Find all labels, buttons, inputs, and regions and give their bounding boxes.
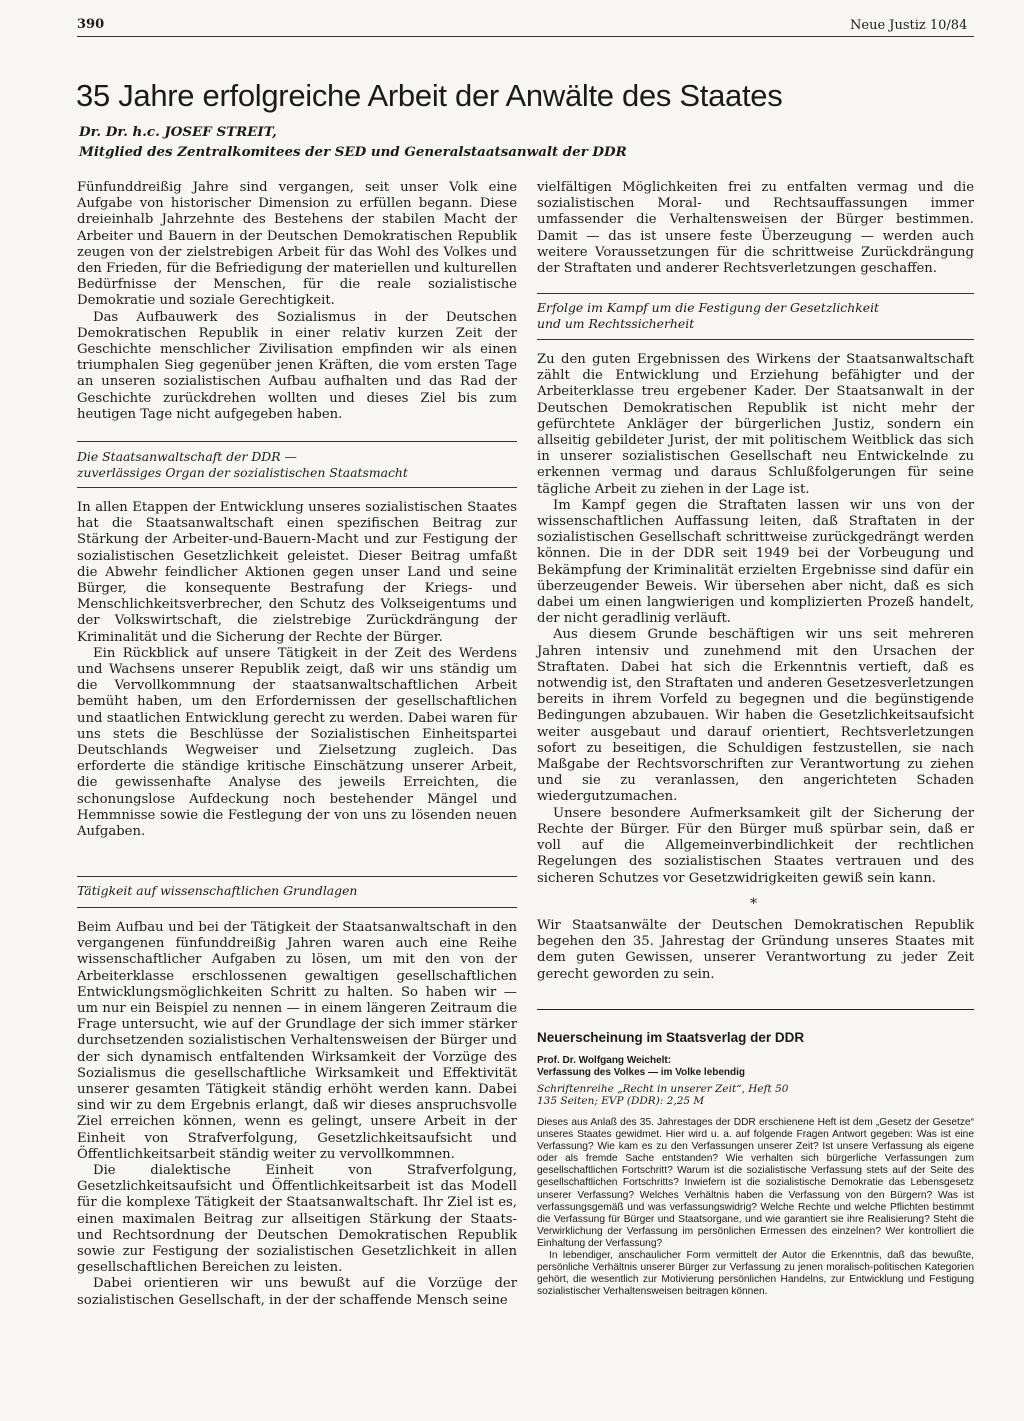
right-intro-block [537, 180, 974, 277]
section2-paragraph: Dabei orientieren wir uns bewußt auf die Vorzüge der sozialistischen Gesellschaft, in der der schaffende Mensch seine [77, 1276, 517, 1308]
section3-paragraph: Zu den guten Ergebnissen des Wirkens der Staatsanwaltschaft zählt die Entwicklung und Erziehung befähigter und der Arbeiterklasse treu ergebener Kader. Der Staatsanwalt in der Deutschen Demokratischen Republik ist nicht mehr der gefürchtete Ankläger der bürgerlichen Justiz, sondern ein allseitig gebildeter Jurist, der mit politischem Weitblick das sich in unserer sozialistischen Gesellschaft neu Entwickelnde zu erkennen vermag und daraus Schlußfolgerungen für seine tägliche Arbeit zu ziehen in der Lage ist. [537, 352, 974, 497]
section2-body [77, 920, 517, 1309]
section1-paragraph: Ein Rückblick auf unsere Tätigkeit in der Zeit des Werdens und Wachsens unserer Republik zeigt, daß wir uns ständig um die Vervollkommnung der staatsanwaltschaftlichen Arbeit bemüht haben, um den Erfordernissen der gesellschaftlichen und staatlichen Entwicklung gerecht zu werden. Dabei waren für uns stets die Beschlüsse der Sozialistischen Einheitspartei Deutschlands Wegweiser und Zielsetzung zugleich. Das erforderte die ständige kritische Einschätzung unserer Arbeit, die gewissenhafte Analyse des jeweils Erreichten, die schonungslose Aufdeckung noch bestehender Mängel und Hemmnisse sowie die Festlegung der von uns zu lösenden neuen Aufgaben. [77, 645, 517, 840]
author-name: Dr. Dr. h.c. JOSEF STREIT, [79, 124, 277, 140]
box-heading: Neuerscheinung im Staatsverlag der DDR [537, 1030, 805, 1045]
journal-issue: Neue Justiz 10/84 [850, 18, 968, 33]
section-rule [537, 339, 974, 340]
section3-heading-line: Erfolge im Kampf um die Festigung der Gesetzlichkeit [537, 300, 880, 315]
closing-paragraph: Wir Staatsanwälte der Deutschen Demokratischen Republik begehen den 35. Jahrestag der Gründung unseres Staates mit dem guten Gewissen, unserer Verantwortung zu jeder Zeit gerecht geworden zu sein. [537, 918, 974, 982]
section3-heading-line: und um Rechtssicherheit [537, 316, 695, 331]
intro-paragraph: Das Aufbauwerk des Sozialismus in der Deutschen Demokratischen Republik in einer relativ kurzen Zeit der Geschichte menschlicher Zivilisation empfinden wir als einen triumphalen Sieg gegenüber jenen Kräften, die vom ersten Tage an unseren sozialistischen Aufbau aufhalten und das Rad der Geschichte zurückdrehen wollten und dieses Ziel bis zum heutigen Tage nicht aufgegeben haben. [77, 309, 517, 422]
section3-paragraph: Aus diesem Grunde beschäftigen wir uns seit mehreren Jahren intensiv und zunehmend mit den Ursachen der Straftaten. Dabei hat sich die Erkenntnis vertieft, daß es notwendig ist, den Straftaten und anderen Gesetzesverletzungen bereits in ihrem Vorfeld zu begegnen und die begünstigende Bedingungen abzubauen. Wir haben die Gesetzlichkeitsaufsicht weiter ausgebaut und darauf orientiert, Rechtsverletzungen sofort zu beseitigen, die Schuldigen festzustellen, sie nach Maßgabe der Rechtsvorschriften zur Verantwortung zu ziehen und sie zu veranlassen, den angerichteten Schaden wiedergutzumachen. [537, 627, 974, 805]
section3-paragraph: Unsere besondere Aufmerksamkeit gilt der Sicherung der Rechte der Bürger. Für den Bürger muß spürbar sein, daß er voll auf die Allgemeinverbindlichkeit der rechtlichen Regelungen des sozialistischen Staates vertrauen und des sicheren Schutzes vor Gesetzwidrigkeiten gewiß sein kann. [537, 805, 974, 886]
section1-paragraph: In allen Etappen der Entwicklung unseres sozialistischen Staates hat die Staatsanwaltschaft einen spezifischen Beitrag zur Stärkung der Arbeiter-und-Bauern-Macht und zur Festigung der sozialistischen Gesetzlichkeit geleistet. Dieser Beitrag umfaßt die Abwehr feindlicher Aktionen gegen unser Land und seine Bürger, die konsequente Bestrafung der Kriegs- und Menschlichkeitsverbrecher, den Schutz des Volkseigentums und der Volkswirtschaft, die zielstrebige Zurückdrängung der Kriminalität und die Sicherung der Rechte der Bürger. [77, 500, 517, 645]
section3-body [537, 352, 974, 887]
publication-box [537, 1030, 974, 1298]
section2-heading: Tätigkeit auf wissenschaftlichen Grundlagen [77, 883, 358, 898]
section1-heading-line: Die Staatsanwaltschaft der DDR — [77, 449, 297, 464]
intro-block [77, 180, 517, 423]
section-separator: * [750, 896, 757, 912]
section1-heading-line: zuverlässiges Organ der sozialistischen Staatsmacht [77, 465, 408, 480]
section3-heading [537, 300, 974, 332]
section3-paragraph: Im Kampf gegen die Straftaten lassen wir uns von der wissenschaftlichen Auffassung leiten, daß Straftaten in der sozialistischen Gesellschaft schrittweise zurückgedrängt werden können. Die in der DDR seit 1949 bei der Vorbeugung und Bekämpfung der Kriminalität erzielten Ergebnisse sind dafür ein überzeugender Beweis. Wir übersehen aber nicht, daß es sich dabei um einen langwierigen und komplizierten Prozeß handelt, der nicht geradlinig verläuft. [537, 497, 974, 627]
section1-heading [77, 449, 517, 481]
book-author: Prof. Dr. Wolfgang Weichelt: [537, 1055, 672, 1066]
section-rule [537, 293, 974, 294]
article-title: 35 Jahre erfolgreiche Arbeit der Anwälte des Staates [76, 78, 783, 113]
author-position: Mitglied des Zentralkomitees der SED und Generalstaatsanwalt der DDR [79, 144, 627, 160]
section-rule [77, 487, 517, 488]
header-rule [77, 36, 974, 37]
section-rule [77, 907, 517, 908]
box-description: In lebendiger, anschaulicher Form vermittelt der Autor die Erkenntnis, daß das bewußte, persönliche Verhältnis unserer Bürger zur Verfassung zu jenen moralisch-politischen Kategorien gehört, die wesentlich zur Motivierung persönlichen Handelns, zur Entwicklung und Festigung sozialistischer Verhaltensweisen beitragen können. [537, 1250, 974, 1298]
section-rule [77, 441, 517, 442]
book-details: 135 Seiten; EVP (DDR): 2,25 M [537, 1095, 705, 1107]
closing-block [537, 918, 974, 983]
section2-paragraph: Die dialektische Einheit von Strafverfolgung, Gesetzlichkeitsaufsicht und Öffentlichkeitsarbeit ist das Modell für die komplexe Tätigkeit der Staatsanwaltschaft. Ihr Ziel ist es, einen maximalen Beitrag zur allseitigen Stärkung der Staats- und Rechtsordnung der Deutschen Demokratischen Republik sowie zur Festigung der sozialistischen Gesetzlichkeit in allen gesellschaftlichen Bereichen zu leisten. [77, 1163, 517, 1276]
continued-paragraph: vielfältigen Möglichkeiten frei zu entfalten vermag und die sozialistischen Moral- und Rechtsauffassungen immer umfassender die Verhaltensweisen der Bürger bestimmen. Damit — das ist unsere feste Überzeugung — werden auch weitere Voraussetzungen für die schrittweise Zurückdrängung der Straftaten und anderer Rechtsverletzungen geschaffen. [537, 180, 974, 277]
section-rule [77, 876, 517, 877]
section1-body [77, 500, 517, 840]
section2-paragraph: Beim Aufbau und bei der Tätigkeit der Staatsanwaltschaft in den vergangenen fünfunddreißig Jahren waren auch eine Reihe wissenschaftlicher Aufgaben zu lösen, um mit den von der Arbeiterklasse erschlossenen gewaltigen gesellschaftlichen Entwicklungsmöglichkeiten Schritt zu halten. So haben wir — um nur ein Beispiel zu nennen — in einem längeren Zeitraum die Frage untersucht, wie auf der Grundlage der sich immer stärker durchsetzenden sozialistischen Verhaltensweisen der Bürger und der sich dynamisch entfaltenden Wirksamkeit der Vorzüge des Sozialismus die gesellschaftliche Wirksamkeit und Effektivität unserer gesamten Tätigkeit ständig erhöht werden kann. Dabei sind wir zu dem Ergebnis erlangt, daß wir dieses anspruchsvolle Ziel erreichen können, wenn es gelingt, unsere Arbeit in der Einheit von Strafverfolgung, Gesetzlichkeitsaufsicht und Öffentlichkeitsarbeit ständig weiter zu vervollkommnen. [77, 920, 517, 1162]
intro-paragraph: Fünfunddreißig Jahre sind vergangen, seit unser Volk eine Aufgabe von historischer Dimension zu erfüllen begann. Diese dreieinhalb Jahrzehnte des Bestehens der stabilen Macht der Arbeiter und Bauern in der Deutschen Demokratischen Republik zeugen von der zielstrebigen Arbeit für das Wohl des Volkes und den Frieden, für die Befriedigung der materiellen und kulturellen Bedürfnisse der Menschen, für die reale sozialistische Demokratie und soziale Gerechtigkeit. [77, 180, 517, 309]
box-top-rule [537, 1009, 974, 1010]
book-series: Schriftenreihe „Recht in unserer Zeit“, Heft 50 [537, 1083, 789, 1095]
box-description: Dieses aus Anlaß des 35. Jahrestages der DDR erschienene Heft ist dem „Gesetz der Gesetze“ unseres Staates gewidmet. Hier wird u. a. auf folgende Fragen Antwort gegeben: Was ist eine Verfassung? Wie kam es zu den Verfassungen unserer Zeit? Ist unsere Verfassung als eigene oder als fremde Sache entstanden? Wie verhalten sich bürgerliche Verfassungen zum gesellschaftlichen Fortschritt? Warum ist die sozialistische Verfassung stets auf der Seite des gesellschaftlichen Fortschritts? Inwiefern ist die sozialistische Demokratie das Lebensgesetz unserer Verfassung? Welches Verhältnis haben die Verfassung von den Bürgern? Was ist verfassungsgemäß und was verfassungswidrig? Welche Rechte und welche Pflichten bestimmt die Verfassung für Bürger und Staatsorgane, und wie garantiert sie ihre Realisierung? Steht die Verwirklichung der Verfassung im persönlichen Ermessen des einzelnen? Wer kontrolliert die Einhaltung der Verfassung? [537, 1117, 974, 1249]
book-title: Verfassung des Volkes — im Volke lebendig [537, 1067, 746, 1078]
page-number: 390 [77, 17, 105, 32]
